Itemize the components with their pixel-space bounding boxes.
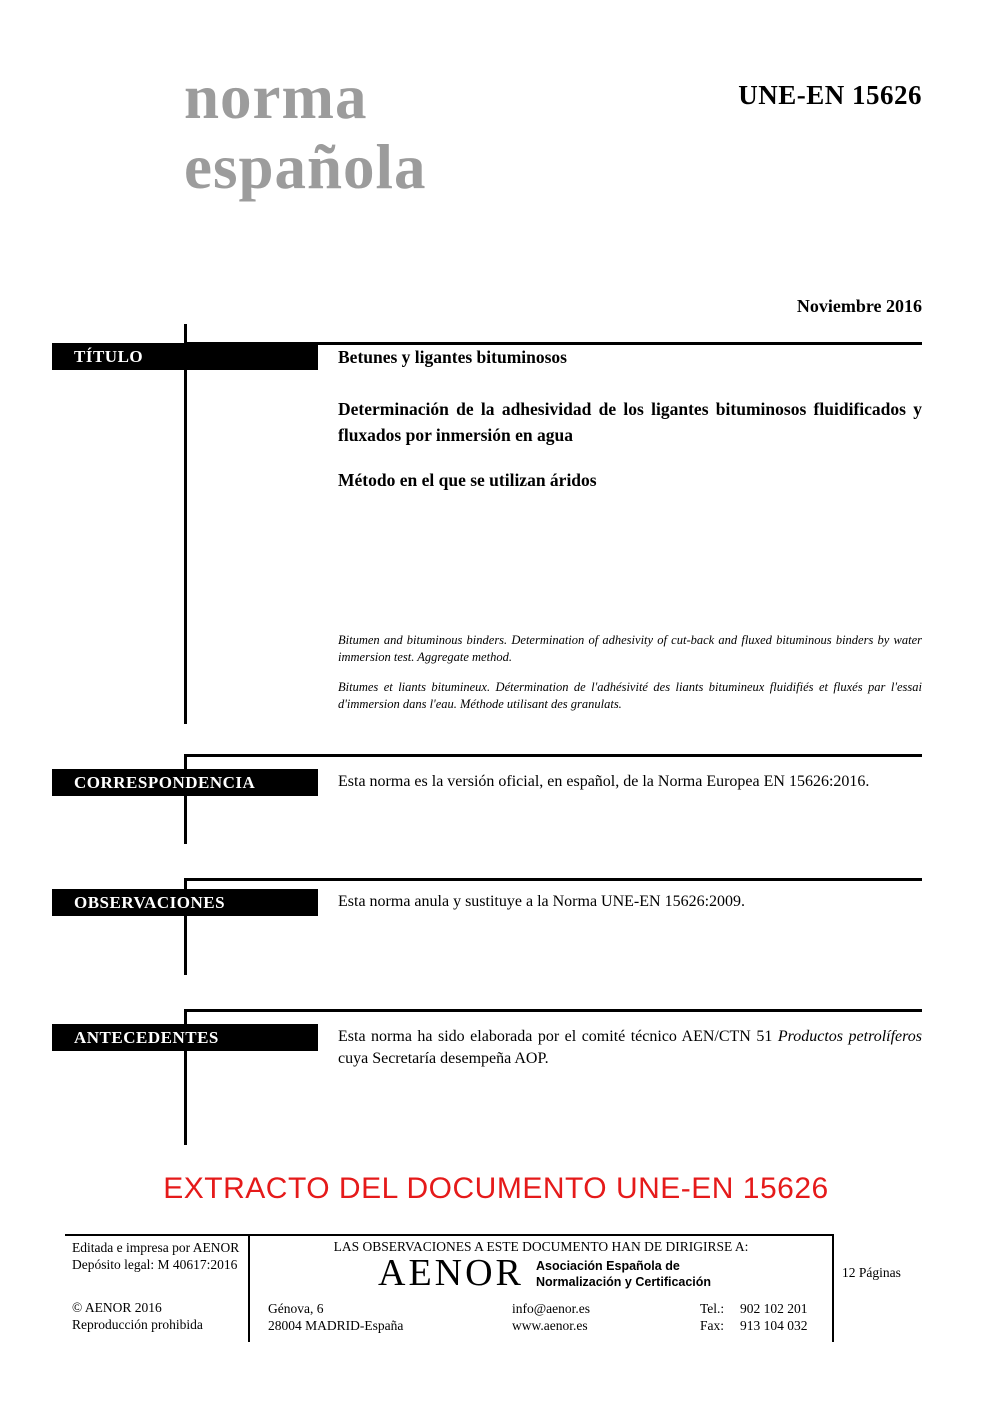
- extract-notice: EXTRACTO DEL DOCUMENTO UNE-EN 15626: [163, 1172, 829, 1205]
- footer-tel-line: [700, 1300, 808, 1317]
- correspondencia-text: Esta norma es la versión oficial, en español, de la Norma Europea EN 15626:2016.: [338, 773, 870, 790]
- footer-copyright-block: [72, 1299, 203, 1333]
- correspondencia-vertical-rule: [184, 754, 187, 844]
- correspondencia-horizontal-rule: [184, 754, 922, 757]
- footer-address-line2: 28004 MADRID-España: [268, 1318, 404, 1333]
- aenor-logo: AENOR: [378, 1252, 524, 1294]
- norma-espanola-logo: [184, 62, 427, 202]
- footer-address-block: [268, 1300, 403, 1334]
- footer-fax-number: 913 104 032: [740, 1318, 808, 1333]
- antecedentes-label: ANTECEDENTES: [52, 1024, 318, 1051]
- footer-divider-right: [832, 1234, 834, 1342]
- titulo-subtitle: Determinación de la adhesividad de los ligantes bituminosos fluidificados y fluxados por inmersión en agua: [338, 399, 922, 445]
- footer-tel-number: 902 102 201: [740, 1301, 808, 1316]
- footer-address-line1: Génova, 6: [268, 1301, 324, 1316]
- footer-fax-label: Fax:: [700, 1318, 725, 1333]
- correspondencia-label: CORRESPONDENCIA: [52, 769, 318, 796]
- footer-edited-line2: Depósito legal: M 40617:2016: [72, 1257, 238, 1272]
- publication-date: Noviembre 2016: [796, 296, 922, 316]
- footer-divider-left: [248, 1234, 250, 1342]
- titulo-heading: Betunes y ligantes bituminosos: [338, 347, 567, 367]
- antecedentes-text-italic: Productos petrolíferos: [777, 1028, 922, 1045]
- titulo-english-translation: Bitumen and bituminous binders. Determination of adhesivity of cut-back and fluxed bituminous binders by water immersion test. Aggregate method.: [338, 633, 922, 664]
- document-code: UNE-EN 15626: [738, 80, 922, 110]
- aenor-desc-line2: Normalización y Certificación: [536, 1275, 712, 1289]
- footer-tel-label: Tel.:: [700, 1301, 725, 1316]
- brand-line-1: norma: [184, 62, 368, 132]
- footer-observations-notice: LAS OBSERVACIONES A ESTE DOCUMENTO HAN DE DIRIGIRSE A:: [333, 1239, 749, 1254]
- footer-copyright-line2: Reproducción prohibida: [72, 1317, 203, 1332]
- observaciones-label: OBSERVACIONES: [52, 889, 318, 916]
- titulo-label: TÍTULO: [52, 343, 318, 370]
- footer-edited-line1: Editada e impresa por AENOR: [72, 1240, 240, 1255]
- titulo-vertical-rule: [184, 324, 187, 724]
- page-count: 12 Páginas: [842, 1265, 901, 1280]
- antecedentes-text: [338, 1026, 922, 1070]
- footer-top-rule: [65, 1234, 832, 1236]
- antecedentes-text-part2: cuya Secretaría desempeña AOP.: [338, 1050, 549, 1067]
- observaciones-text: Esta norma anula y sustituye a la Norma UNE-EN 15626:2009.: [338, 893, 746, 910]
- footer-contact-block: [512, 1300, 590, 1334]
- antecedentes-horizontal-rule: [184, 1009, 922, 1012]
- footer-edited-block: [72, 1239, 239, 1273]
- antecedentes-text-part1: Esta norma ha sido elaborada por el comité técnico AEN/CTN 51: [338, 1028, 778, 1045]
- footer-website: www.aenor.es: [512, 1318, 588, 1333]
- aenor-logo-description: [536, 1258, 711, 1290]
- footer-copyright-line1: © AENOR 2016: [72, 1300, 162, 1315]
- footer-fax-line: [700, 1317, 808, 1334]
- titulo-french-translation: Bitumes et liants bitumineux. Détermination de l'adhésivité des liants bitumineux fluidifiés et fluxés par l'essai d'immersion dans l'eau. Méthode utilisant des granulats.: [338, 680, 922, 711]
- titulo-method: Método en el que se utilizan áridos: [338, 470, 597, 490]
- aenor-desc-line1: Asociación Española de: [536, 1259, 680, 1273]
- observaciones-horizontal-rule: [184, 878, 922, 881]
- brand-line-2: española: [184, 132, 427, 202]
- footer-phone-block: [700, 1300, 808, 1334]
- footer-email: info@aenor.es: [512, 1301, 591, 1316]
